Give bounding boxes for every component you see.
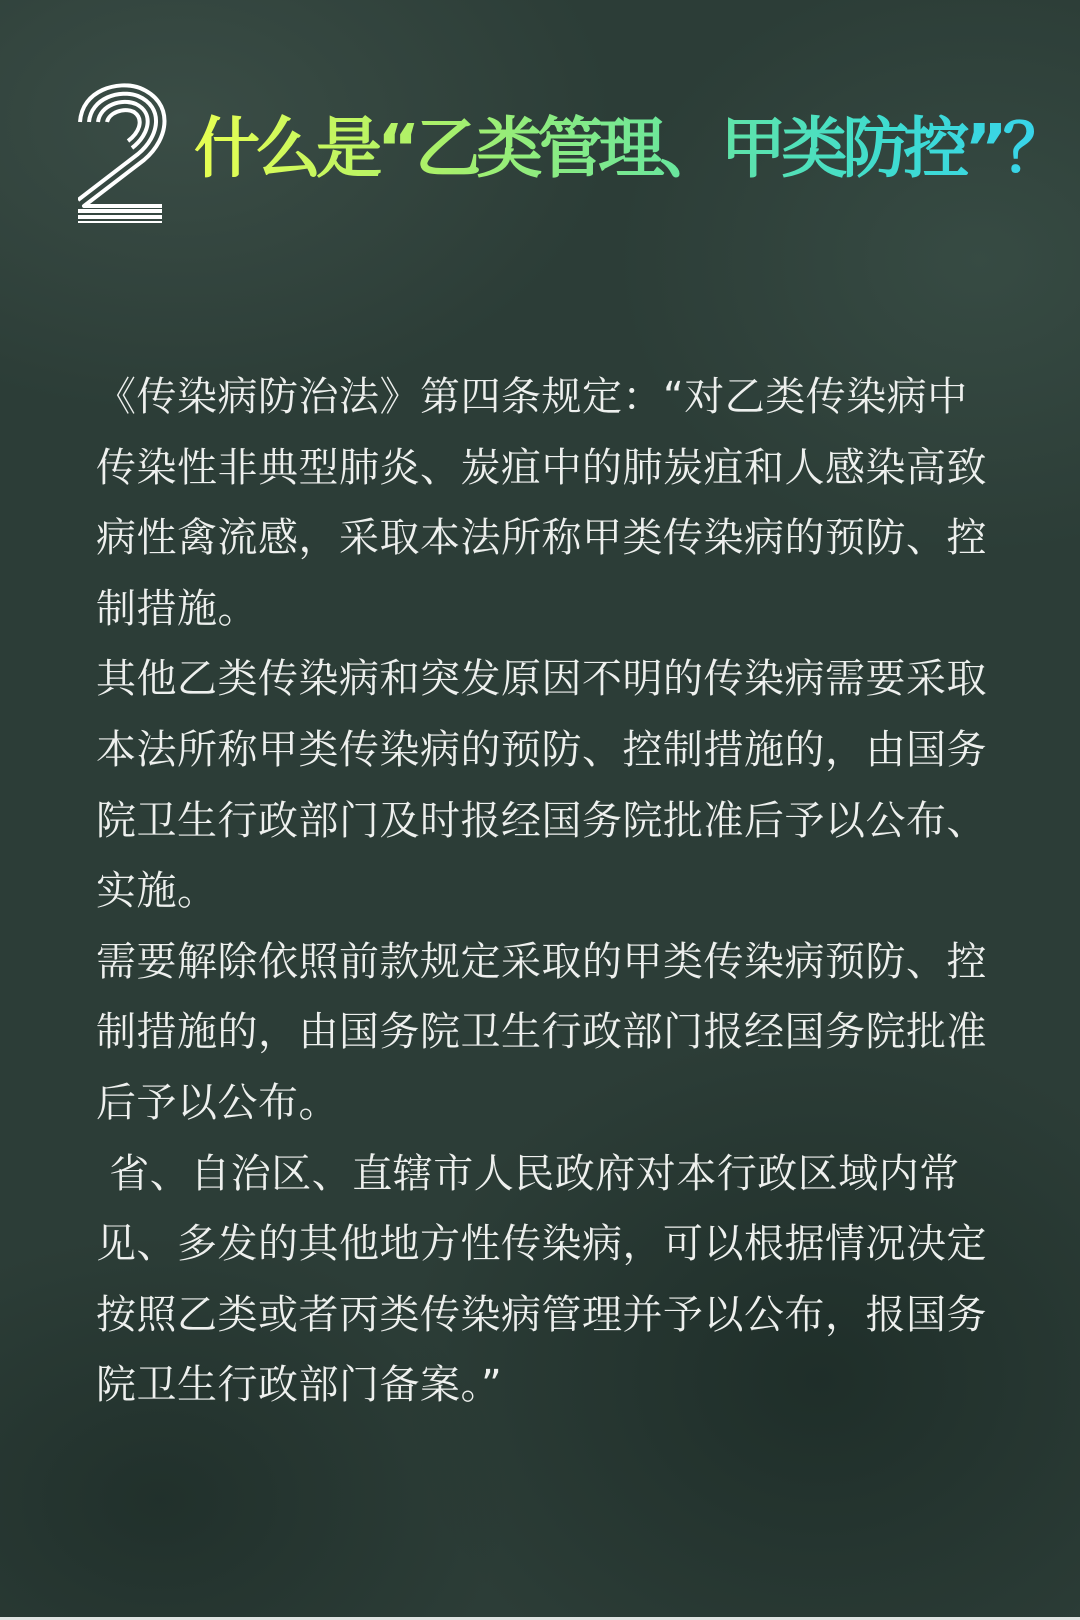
- number-two-badge: [78, 78, 170, 223]
- article-body: [96, 362, 996, 1421]
- article-paragraph: 其他乙类传染病和突发原因不明的传染病需要采取本法所称甲类传染病的预防、控制措施的，由国务院卫生行政部门及时报经国务院批准后予以公布、实施。: [96, 656, 987, 915]
- article-paragraph: 省、自治区、直辖市人民政府对本行政区域内常见、多发的其他地方性传染病，可以根据情况决定按照乙类或者丙类传染病管理并予以公布，报国务院卫生行政部门备案。”: [96, 1150, 987, 1409]
- section-title: 什么是“乙类管理、甲类防控”？: [194, 104, 1064, 194]
- article-paragraph: 需要解除依照前款规定采取的甲类传染病预防、控制措施的，由国务院卫生行政部门报经国务院批准后予以公布。: [96, 938, 987, 1126]
- section-header: [78, 78, 1064, 228]
- article-paragraph: 《传染病防治法》第四条规定：“对乙类传染病中传染性非典型肺炎、炭疽中的肺炭疽和人感染高致病性禽流感，采取本法所称甲类传染病的预防、控制措施。: [96, 374, 987, 632]
